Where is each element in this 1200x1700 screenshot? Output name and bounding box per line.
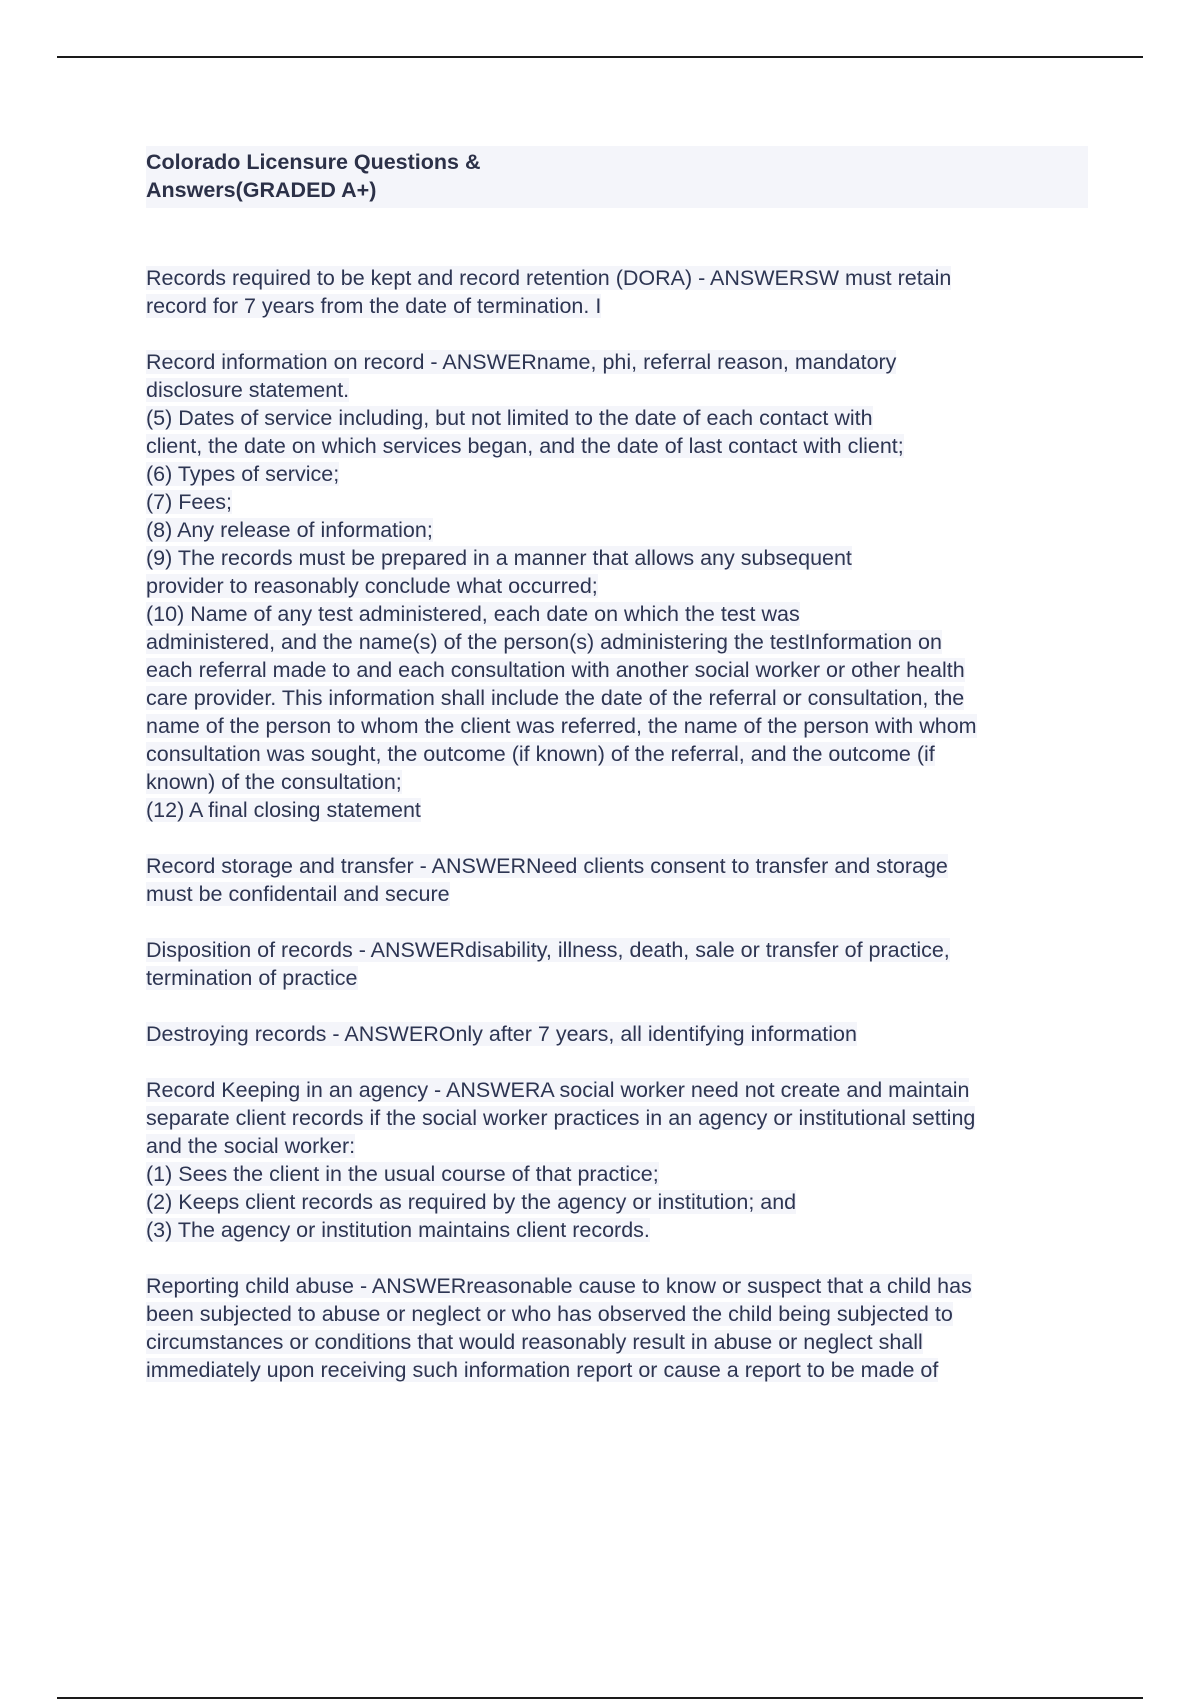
text-line: (2) Keeps client records as required by the agency or institution; and <box>146 1190 797 1214</box>
qa-block-disposition <box>146 936 1088 992</box>
text-line: must be confidentail and secure <box>146 882 450 906</box>
text-line: provider to reasonably conclude what occurred; <box>146 574 598 598</box>
qa-block-agency-record-keeping <box>146 1076 1088 1244</box>
text-line: (9) The records must be prepared in a manner that allows any subsequent <box>146 546 852 570</box>
document-page <box>146 146 1088 1412</box>
text-line: been subjected to abuse or neglect or who has observed the child being subjected to <box>146 1302 953 1326</box>
text-line: Destroying records - ANSWEROnly after 7 years, all identifying information <box>146 1022 857 1046</box>
text-line: Record storage and transfer - ANSWERNeed clients consent to transfer and storage <box>146 854 948 878</box>
text-line: Reporting child abuse - ANSWERreasonable cause to know or suspect that a child has <box>146 1274 972 1298</box>
bottom-page-rule <box>57 1697 1143 1699</box>
text-line: name of the person to whom the client was referred, the name of the person with whom <box>146 714 977 738</box>
text-line: (6) Types of service; <box>146 462 340 486</box>
title-line: Colorado Licensure Questions & <box>146 150 481 174</box>
text-line: Disposition of records - ANSWERdisability, illness, death, sale or transfer of practice, <box>146 938 950 962</box>
text-line: Record Keeping in an agency - ANSWERA social worker need not create and maintain <box>146 1078 970 1102</box>
text-line: administered, and the name(s) of the person(s) administering the testInformation on <box>146 630 942 654</box>
document-title <box>146 146 1088 208</box>
text-line: (1) Sees the client in the usual course of that practice; <box>146 1162 659 1186</box>
text-line: termination of practice <box>146 966 358 990</box>
text-line: (10) Name of any test administered, each date on which the test was <box>146 602 800 626</box>
qa-list <box>146 264 1088 1384</box>
qa-block-destroying-records <box>146 1020 1088 1048</box>
text-line: (7) Fees; <box>146 490 233 514</box>
text-line: disclosure statement. <box>146 378 350 402</box>
text-line: (12) A final closing statement <box>146 798 421 822</box>
text-line: Records required to be kept and record retention (DORA) - ANSWERSW must retain <box>146 266 952 290</box>
text-line: client, the date on which services began, and the date of last contact with client; <box>146 434 904 458</box>
text-line: circumstances or conditions that would reasonably result in abuse or neglect shall <box>146 1330 923 1354</box>
text-line: Record information on record - ANSWERname, phi, referral reason, mandatory <box>146 350 897 374</box>
qa-block-record-storage <box>146 852 1088 908</box>
text-line: known) of the consultation; <box>146 770 402 794</box>
text-line: (8) Any release of information; <box>146 518 433 542</box>
text-line: consultation was sought, the outcome (if known) of the referral, and the outcome (if <box>146 742 935 766</box>
text-line: care provider. This information shall include the date of the referral or consultation, the <box>146 686 965 710</box>
qa-block-child-abuse <box>146 1272 1088 1384</box>
title-line: Answers(GRADED A+) <box>146 178 377 202</box>
top-page-rule <box>57 56 1143 58</box>
text-line: each referral made to and each consultation with another social worker or other health <box>146 658 965 682</box>
text-line: (3) The agency or institution maintains client records. <box>146 1218 650 1242</box>
text-line: separate client records if the social worker practices in an agency or institutional setting <box>146 1106 976 1130</box>
text-line: immediately upon receiving such information report or cause a report to be made of <box>146 1358 939 1382</box>
qa-block-record-retention <box>146 264 1088 320</box>
qa-block-record-information <box>146 348 1088 824</box>
text-line: and the social worker: <box>146 1134 356 1158</box>
text-line: record for 7 years from the date of termination. I <box>146 294 602 318</box>
text-line: (5) Dates of service including, but not limited to the date of each contact with <box>146 406 873 430</box>
